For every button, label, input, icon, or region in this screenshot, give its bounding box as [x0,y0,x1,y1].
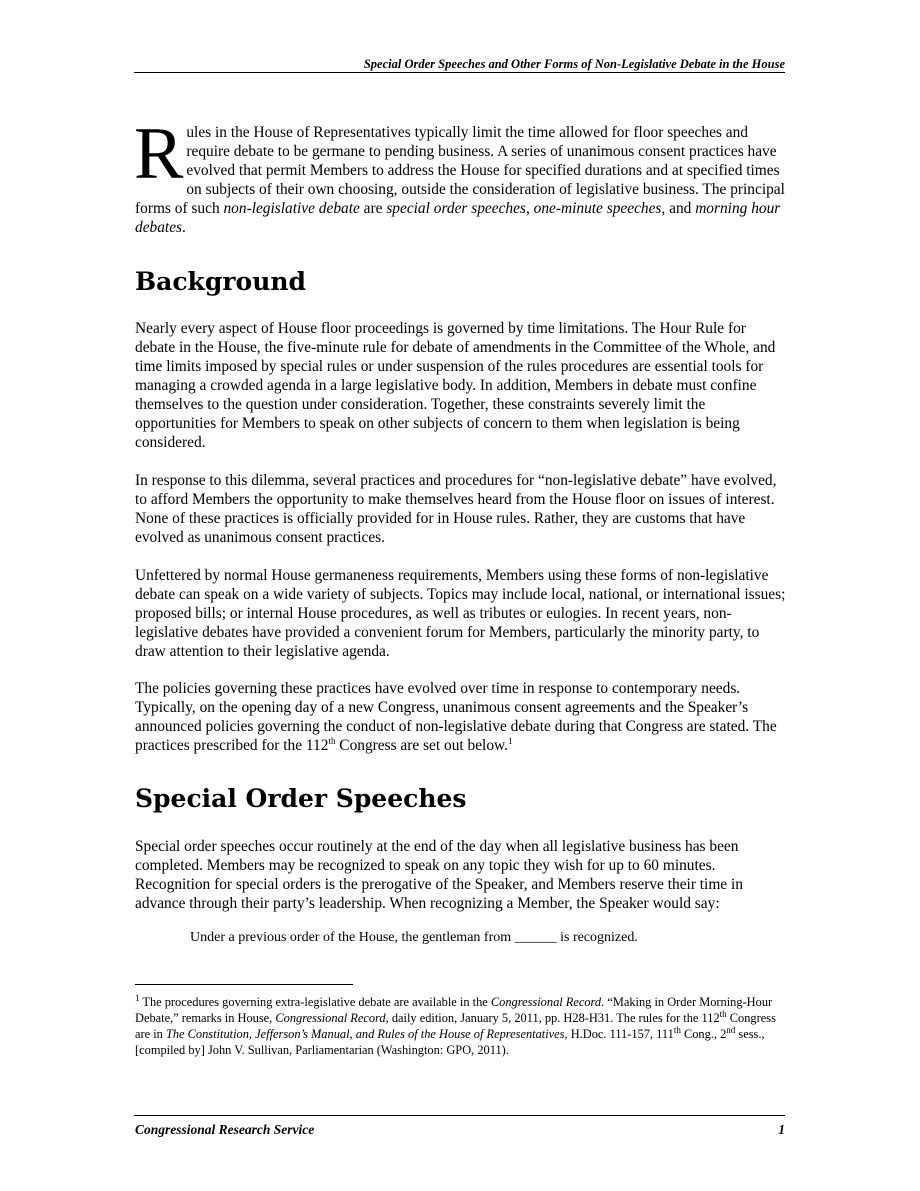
footnote-title: Congressional Record [275,1011,386,1025]
background-paragraph-4 [135,679,787,755]
intro-term: non-legislative debate [223,200,360,217]
superscript: nd [726,1024,736,1035]
footnote-title: Congressional Record [490,995,602,1009]
footnote-text-part: . “Making in Order Morning-Hour Debate,” remarks in House, [135,995,773,1025]
footnote-text-part: , H.Doc. 111-157, 111 [564,1027,674,1041]
intro-term: one-minute speeches [533,200,662,217]
footnote-separator [135,984,353,985]
intro-text: , [525,200,534,217]
paragraph-text: Unfettered by normal House germaneness requirements, Members using these forms of non-legislative debate can speak on a wide variety of subjects. Topics may include local, national, or international issues; proposed bills; or internal House procedures, as well as tributes or eulogies. In recent years, non-legislative debates have provided a convenient forum for Members, particularly the minority party, to draw attention to their legislative agenda. [135,567,786,660]
intro-text: are [359,200,387,217]
footnote-1 [135,994,785,1058]
footnote-text-part: The procedures governing extra-legislative debate are available in the [139,995,491,1009]
footnote-number: 1 [135,992,140,1003]
footnote-text [135,994,785,1058]
intro-text: , and [661,200,696,217]
intro-term: morning hour debates [135,200,781,236]
background-paragraph-3 [135,566,787,661]
section-heading-background: Background [135,267,307,296]
background-paragraph-2 [135,471,787,547]
special-orders-paragraph [135,837,787,913]
superscript: th [673,1024,681,1035]
superscript: th [328,735,336,746]
footnote-text-part: Congress are in [135,1011,776,1041]
speaker-quote: Under a previous order of the House, the gentleman from ______ is recognized. [190,930,638,945]
paragraph-text [135,679,787,755]
paragraph-text: Special order speeches occur routinely at the end of the day when all legislative business has been completed. Members may be recognized to speak on any topic they wish for up to 60 minutes. Recognition for special orders is the prerogative of the Speaker, and Members reserve their time in advance through their party’s leadership. When recognizing a Member, the Speaker would say: [135,838,743,912]
page-number: 1 [778,1122,785,1137]
footer-source: Congressional Research Service [135,1122,315,1137]
footnote-text-part: Cong., 2 [680,1027,727,1041]
footnote-reference[interactable]: 1 [508,735,513,746]
intro-text: . [182,219,186,236]
background-paragraph-1 [135,319,787,452]
paragraph-text: In response to this dilemma, several practices and procedures for “non-legislative debate” have evolved, to afford Members the opportunity to make themselves heard from the House floor on issues of interest. None of these practices is officially provided for in House rules. Rather, they are customs that have evolved as unanimous consent practices. [135,472,777,546]
section-heading-special-order-speeches: Special Order Speeches [135,784,467,813]
footer-rule [134,1115,785,1116]
intro-paragraph [134,113,787,237]
superscript: th [719,1008,727,1019]
paragraph-text: Nearly every aspect of House floor proceedings is governed by time limitations. The Hour Rule for debate in the House, the five-minute rule for debate of amendments in the Committee of the Whole, and time limits imposed by special rules or under suspension of the rules procedures are essential tools for managing a crowded agenda in a large legislative body. In addition, Members in debate must confine themselves to the question under consideration. Together, these constraints severely limit the opportunities for Members to speak on other subjects of concern to them when legislation is being considered. [135,320,776,451]
footnote-text-part: sess., [compiled by] John V. Sullivan, Parliamentarian (Washington: GPO, 2011). [135,1027,765,1057]
paragraph-text-part: The policies governing these practices have evolved over time in response to contemporary needs. Typically, on the opening day of a new Congress, unanimous consent agreements and the Speaker’s announced policies governing the conduct of non-legislative debate during that Congress are stated. The practices prescribed for the 112 [135,680,777,754]
footnote-title: The Constitution, Jefferson’s Manual, and Rules of the House of Representatives [165,1027,565,1041]
header-rule [134,72,785,73]
drop-cap: R [134,113,184,195]
footnote-text-part: , daily edition, January 5, 2011, pp. H28-H31. The rules for the 112 [385,1011,720,1025]
paragraph-text-part: Congress are set out below. [335,737,508,754]
intro-term: special order speeches [386,200,526,217]
running-header: Special Order Speeches and Other Forms of Non-Legislative Debate in the House [363,57,785,71]
intro-text: ules in the House of Representatives typically limit the time allowed for floor speeches and require debate to be germane to pending business. A series of unanimous consent practices have evolved that permit Members to address the House for specified durations and at specified times on subjects of their own choosing, outside the consideration of legislative business. The principal forms of such [135,124,785,217]
